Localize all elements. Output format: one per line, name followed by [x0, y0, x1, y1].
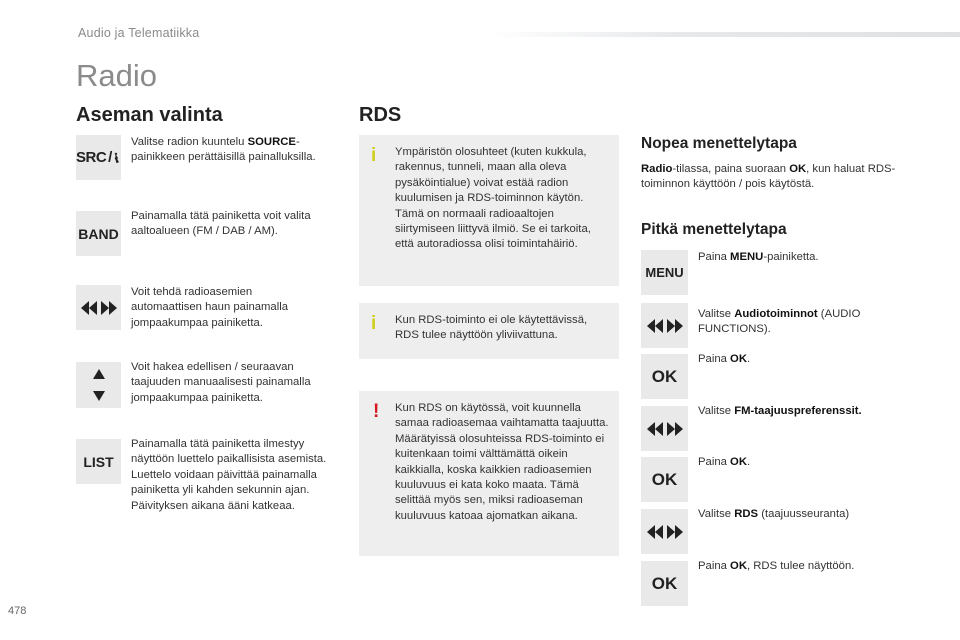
list-instruction: Painamalla tätä painiketta ilmestyy näyttöön luettelo paikallisista asemista. Luettelo voidaan päivittää painamalla painiketta yli kahden sekunnin ajan. Päivityksen aikana ääni katkeaa. — [131, 438, 327, 512]
step-ok-text: Paina OK. — [698, 353, 751, 365]
ok-button-icon: OK — [641, 561, 688, 606]
ok-button-icon: OK — [641, 354, 688, 399]
warning-icon: ! — [373, 401, 380, 422]
band-button-icon: BAND — [76, 211, 121, 256]
step-rds-text: Valitse RDS (taajuusseuranta) — [698, 508, 850, 520]
src-instruction: Valitse radion kuuntelu SOURCE-painikkeen perättäisillä painalluksilla. — [131, 136, 316, 164]
manual-tune-instruction: Voit hakea edellisen / seuraavan taajuuden manuaalisesti painamalla jompaakumpaa painiketta. — [131, 361, 311, 404]
info-icon: i — [371, 313, 377, 334]
station-selection-heading: Aseman valinta — [76, 104, 223, 126]
rds-unavailable-text: Kun RDS-toiminto ei ole käytettävissä, RDS tulee näyttöön yliviivattuna. — [395, 314, 588, 342]
rds-warning-note — [359, 391, 619, 556]
list-button-icon: LIST — [76, 439, 121, 484]
band-instruction: Painamalla tätä painiketta voit valita aaltoalueen (FM / DAB / AM). — [131, 210, 311, 238]
rds-warning-text: Kun RDS on käytössä, voit kuunnella samaa radioasemaa vaihtamatta taajuutta. Määrätyissä olosuhteissa RDS-toiminto ei kuitenkaan toimi välttämättä oikein kaikkialla, koska kaikkien radioasemien kuuluvuus ei kata koko maata. Tämä selittää myös sen, miksi radioaseman kuuluvuus katoaa ajomatkan aikana. — [395, 402, 609, 522]
rds-heading: RDS — [359, 104, 402, 126]
step-fm-preferences-text: Valitse FM-taajuuspreferenssit. — [698, 405, 862, 417]
quick-procedure-text: Radio-tilassa, paina suoraan OK, kun haluat RDS-toiminnon käyttöön / pois käytöstä. — [641, 163, 896, 191]
step-ok-text: Paina OK. — [698, 456, 751, 468]
seek-instruction: Voit tehdä radioasemien automaattisen haun painamalla jompaakumpaa painiketta. — [131, 286, 289, 329]
step-menu-text: Paina MENU-painiketta. — [698, 251, 819, 263]
seek-buttons-icon — [641, 509, 688, 554]
header-rule — [488, 32, 960, 37]
running-header: Audio ja Telematiikka — [78, 26, 200, 40]
seek-buttons-icon — [641, 406, 688, 451]
step-ok-rds-text: Paina OK, RDS tulee näyttöön. — [698, 560, 855, 572]
page-number: 478 — [8, 605, 27, 617]
up-down-arrows-icon — [76, 362, 121, 408]
quick-procedure-heading: Nopea menettelytapa — [641, 135, 797, 152]
rds-info-text: Ympäristön olosuhteet (kuten kukkula, rakennus, tunneli, maan alla oleva pysäköintialue) voivat estää radion kuulumisen ja RDS-toiminnon käytön. Tämä on normaali radioaaltojen siirtymiseen liittyvä ilmiö. Se ei tarkoita, että autoradiossa olisi toimintahäiriö. — [395, 146, 591, 251]
info-icon: i — [371, 145, 377, 166]
rds-unavailable-note — [359, 303, 619, 359]
rds-info-note — [359, 135, 619, 286]
src-button-icon: SRC / — [76, 135, 121, 180]
step-audio-functions-text: Valitse Audiotoiminnot (AUDIO FUNCTIONS). — [698, 308, 861, 336]
menu-button-icon: MENU — [641, 250, 688, 295]
seek-buttons-icon — [641, 303, 688, 348]
seek-buttons-icon — [76, 285, 121, 330]
page-title: Radio — [76, 58, 157, 93]
ok-button-icon: OK — [641, 457, 688, 502]
long-procedure-heading: Pitkä menettelytapa — [641, 221, 787, 238]
